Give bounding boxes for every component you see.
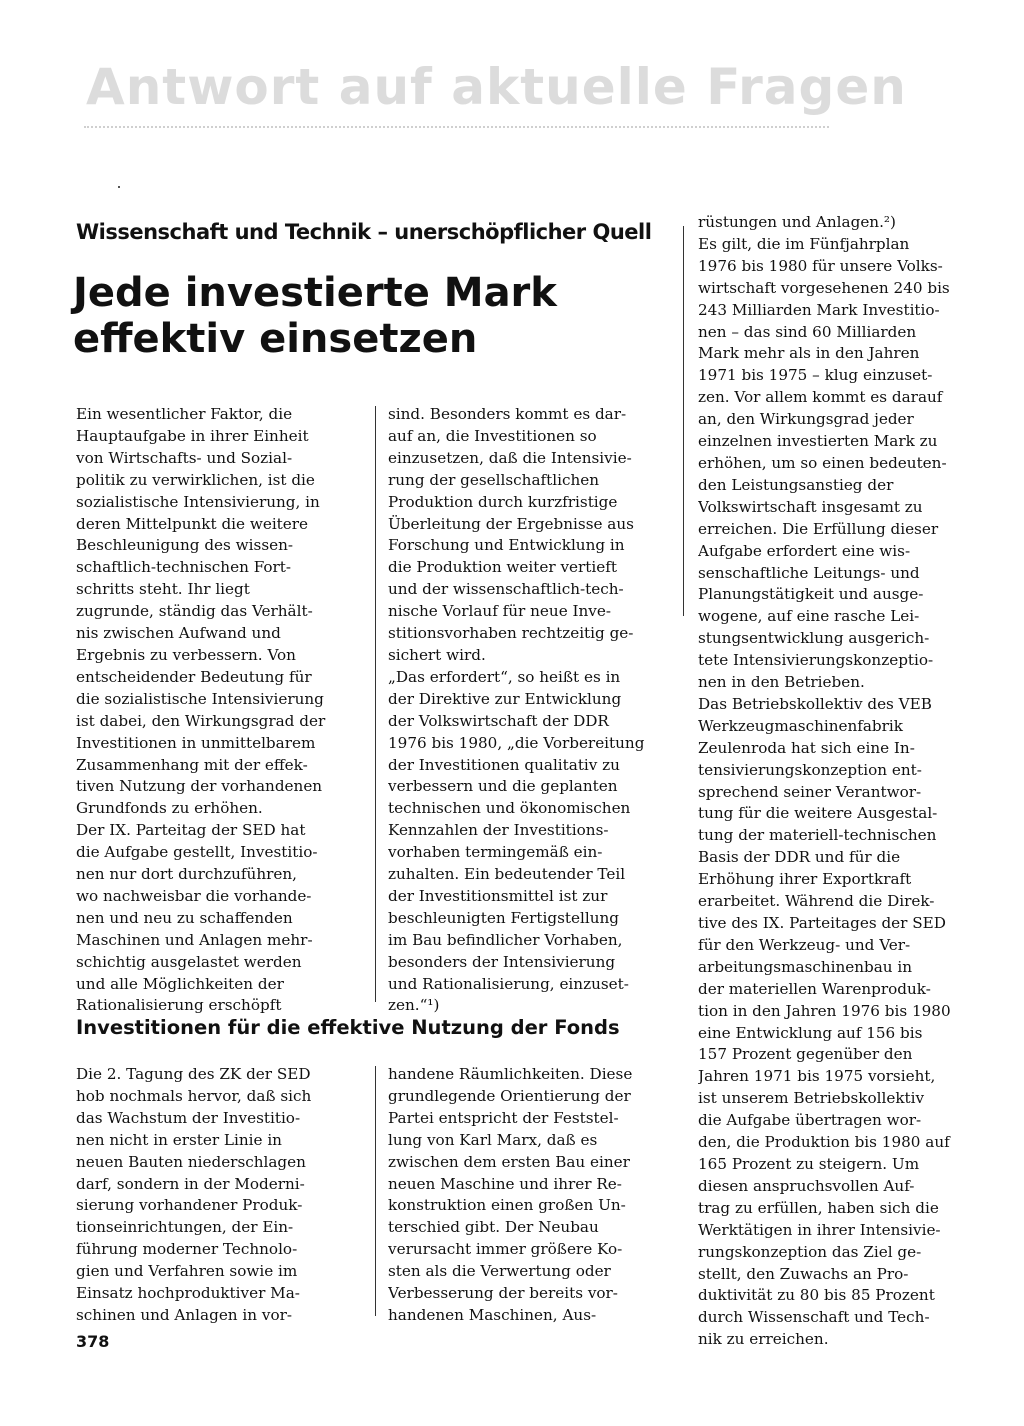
text-line: erhöhen, um so einen bedeuten- bbox=[698, 453, 947, 472]
text-line: vorhaben termingemäß ein- bbox=[388, 843, 603, 862]
column-rule-lower bbox=[375, 1066, 376, 1316]
text-line: einzelnen investierten Mark zu bbox=[698, 432, 938, 451]
text-line: sten als die Verwertung oder bbox=[388, 1262, 611, 1281]
text-line: schichtig ausgelastet werden bbox=[76, 952, 302, 971]
column-2 bbox=[388, 404, 673, 1017]
text-line: Kennzahlen der Investitions- bbox=[388, 821, 609, 840]
text-line: terschied gibt. Der Neubau bbox=[388, 1218, 599, 1237]
text-line: Erhöhung ihrer Exportkraft bbox=[698, 870, 912, 889]
text-line: zugrunde, ständig das Verhält- bbox=[76, 602, 313, 621]
text-line: Beschleunigung des wissen- bbox=[76, 536, 294, 555]
text-line: Hauptaufgabe in ihrer Einheit bbox=[76, 426, 309, 445]
column-rule-right bbox=[683, 226, 684, 616]
text-line: Grundfonds zu erhöhen. bbox=[76, 799, 263, 818]
text-line: technischen und ökonomischen bbox=[388, 799, 631, 818]
text-line: Die 2. Tagung des ZK der SED bbox=[76, 1065, 311, 1083]
text-line: tiven Nutzung der vorhandenen bbox=[76, 777, 323, 796]
text-line: handenen Maschinen, Aus- bbox=[388, 1305, 597, 1324]
text-line: führung moderner Technolo- bbox=[76, 1240, 298, 1259]
text-line: von Wirtschafts- und Sozial- bbox=[76, 448, 293, 467]
text-line: Das Betriebskollektiv des VEB bbox=[698, 694, 932, 713]
text-line: Werktätigen in ihrer Intensivie- bbox=[698, 1220, 941, 1239]
text-line: durch Wissenschaft und Tech- bbox=[698, 1308, 930, 1327]
text-line: wirtschaft vorgesehenen 240 bis bbox=[698, 278, 950, 297]
text-line: auf an, die Investitionen so bbox=[388, 426, 597, 445]
text-line: stungsentwicklung ausgerich- bbox=[698, 629, 930, 648]
text-line: wo nachweisbar die vorhande- bbox=[76, 886, 312, 905]
text-line: Ergebnis zu verbessern. Von bbox=[76, 645, 296, 664]
text-line: verbessern und die geplanten bbox=[388, 777, 618, 796]
text-line: Verbesserung der bereits vor- bbox=[388, 1284, 618, 1303]
section-kicker: Antwort auf aktuelle Fragen bbox=[86, 58, 907, 116]
text-line: nik zu erreichen. bbox=[698, 1330, 829, 1349]
text-line: schritts steht. Ihr liegt bbox=[76, 580, 250, 599]
text-line: konstruktion einen großen Un- bbox=[388, 1196, 626, 1215]
text-line: an, den Wirkungsgrad jeder bbox=[698, 410, 914, 429]
text-line: stitionsvorhaben rechtzeitig ge- bbox=[388, 624, 634, 643]
text-line: die Aufgabe übertragen wor- bbox=[698, 1111, 922, 1130]
text-line: das Wachstum der Investitio- bbox=[76, 1108, 301, 1127]
text-line: Investitionen in unmittelbarem bbox=[76, 733, 316, 752]
text-line: politik zu verwirklichen, ist die bbox=[76, 470, 315, 489]
text-line: erreichen. Die Erfüllung dieser bbox=[698, 519, 939, 538]
text-line: stellt, den Zuwachs an Pro- bbox=[698, 1264, 909, 1283]
text-line: sind. Besonders kommt es dar- bbox=[388, 405, 627, 423]
text-line: „Das erfordert“, so heißt es in bbox=[388, 667, 621, 686]
text-line: eine Entwicklung auf 156 bis bbox=[698, 1023, 923, 1042]
text-line: Forschung und Entwicklung in bbox=[388, 536, 625, 555]
page-number: 378 bbox=[76, 1332, 110, 1351]
text-line: grundlegende Orientierung der bbox=[388, 1086, 631, 1105]
text-line: im Bau befindlicher Vorhaben, bbox=[388, 930, 623, 949]
text-line: gien und Verfahren sowie im bbox=[76, 1262, 298, 1281]
column-1-lower bbox=[76, 1064, 361, 1327]
text-line: tung der materiell-technischen bbox=[698, 826, 937, 845]
text-line: nische Vorlauf für neue Inve- bbox=[388, 602, 611, 621]
column-3 bbox=[698, 212, 983, 1351]
text-line: hob nochmals hervor, daß sich bbox=[76, 1086, 312, 1105]
text-line: trag zu erfüllen, haben sich die bbox=[698, 1198, 939, 1217]
text-line: senschaftliche Leitungs- und bbox=[698, 563, 920, 582]
text-line: Basis der DDR und für die bbox=[698, 848, 901, 867]
text-line: Produktion durch kurzfristige bbox=[388, 492, 618, 511]
text-line: tionseinrichtungen, der Ein- bbox=[76, 1218, 294, 1237]
kicker-rule bbox=[84, 126, 829, 128]
text-line: entscheidender Bedeutung für bbox=[76, 667, 312, 686]
text-line: verursacht immer größere Ko- bbox=[388, 1240, 623, 1259]
text-line: wogene, auf eine rasche Lei- bbox=[698, 607, 920, 626]
column-rule bbox=[375, 406, 376, 1002]
text-line: 165 Prozent zu steigern. Um bbox=[698, 1154, 920, 1173]
text-line: 243 Milliarden Mark Investitio- bbox=[698, 300, 940, 319]
article-headline bbox=[73, 270, 557, 362]
text-line: Einsatz hochproduktiver Ma- bbox=[76, 1284, 300, 1303]
text-line: rung der gesellschaftlichen bbox=[388, 470, 600, 489]
text-line: den, die Produktion bis 1980 auf bbox=[698, 1133, 950, 1152]
text-line: und Rationalisierung, einzuset- bbox=[388, 974, 629, 993]
text-line: Der IX. Parteitag der SED hat bbox=[76, 821, 306, 840]
text-line: Volkswirtschaft insgesamt zu bbox=[698, 497, 923, 516]
text-line: Zeulenroda hat sich eine In- bbox=[698, 738, 915, 757]
text-line: der Volkswirtschaft der DDR bbox=[388, 711, 609, 730]
text-line: ist unserem Betriebskollektiv bbox=[698, 1089, 925, 1108]
text-line: zen.“¹) bbox=[388, 996, 440, 1015]
text-line: rungskonzeption das Ziel ge- bbox=[698, 1242, 922, 1261]
text-line: duktivität zu 80 bis 85 Prozent bbox=[698, 1286, 935, 1305]
text-line: Partei entspricht der Feststel- bbox=[388, 1108, 619, 1127]
text-line: neuen Maschine und ihrer Re- bbox=[388, 1174, 622, 1193]
text-line: rüstungen und Anlagen.²) bbox=[698, 213, 896, 231]
text-line: der materiellen Warenproduk- bbox=[698, 979, 931, 998]
text-line: die Produktion weiter vertieft bbox=[388, 558, 617, 577]
text-line: nen in den Betrieben. bbox=[698, 673, 865, 692]
text-line: erarbeitet. Während die Direk- bbox=[698, 892, 935, 911]
text-line: 1971 bis 1975 – klug einzuset- bbox=[698, 366, 933, 385]
text-line: die Aufgabe gestellt, Investitio- bbox=[76, 843, 318, 862]
text-line: Überleitung der Ergebnisse aus bbox=[388, 514, 634, 533]
text-line: nen nicht in erster Linie in bbox=[76, 1130, 282, 1149]
text-line: Rationalisierung erschöpft bbox=[76, 996, 282, 1015]
text-line: Ein wesentlicher Faktor, die bbox=[76, 405, 293, 423]
text-line: sierung vorhandener Produk- bbox=[76, 1196, 303, 1215]
text-line: tion in den Jahren 1976 bis 1980 bbox=[698, 1001, 951, 1020]
text-line: schinen und Anlagen in vor- bbox=[76, 1305, 292, 1324]
text-line: nen und neu zu schaffenden bbox=[76, 908, 293, 927]
headline-line: Jede investierte Mark bbox=[73, 270, 557, 316]
text-line: 157 Prozent gegenüber den bbox=[698, 1045, 913, 1064]
text-line: Es gilt, die im Fünfjahrplan bbox=[698, 234, 910, 253]
text-line: diesen anspruchsvollen Auf- bbox=[698, 1176, 915, 1195]
text-line: für den Werkzeug- und Ver- bbox=[698, 935, 911, 954]
text-line: neuen Bauten niederschlagen bbox=[76, 1152, 306, 1171]
text-line: 1976 bis 1980, „die Vorbereitung bbox=[388, 733, 645, 752]
text-line: der Direktive zur Entwicklung bbox=[388, 689, 622, 708]
text-line: zen. Vor allem kommt es darauf bbox=[698, 388, 943, 407]
text-line: Planungstätigkeit und ausge- bbox=[698, 585, 924, 604]
text-line: Mark mehr als in den Jahren bbox=[698, 344, 920, 363]
text-line: schaftlich-technischen Fort- bbox=[76, 558, 292, 577]
text-line: Jahren 1971 bis 1975 vorsieht, bbox=[698, 1067, 936, 1086]
text-line: einzusetzen, daß die Intensivie- bbox=[388, 448, 632, 467]
text-line: Maschinen und Anlagen mehr- bbox=[76, 930, 313, 949]
text-line: die sozialistische Intensivierung bbox=[76, 689, 324, 708]
text-line: Werkzeugmaschinenfabrik bbox=[698, 716, 903, 735]
text-line: tive des IX. Parteitages der SED bbox=[698, 914, 946, 932]
text-line: deren Mittelpunkt die weitere bbox=[76, 514, 309, 533]
text-line: tung für die weitere Ausgestal- bbox=[698, 804, 938, 823]
headline-line: effektiv einsetzen bbox=[73, 316, 478, 362]
text-line: arbeitungsmaschinenbau in bbox=[698, 957, 913, 976]
section-heading: Investitionen für die effektive Nutzung der Fonds bbox=[76, 1016, 620, 1039]
text-line: den Leistungsanstieg der bbox=[698, 475, 894, 494]
text-line: tensivierungskonzeption ent- bbox=[698, 760, 922, 779]
article-overline: Wissenschaft und Technik – unerschöpflicher Quell bbox=[76, 220, 652, 244]
text-line: Zusammenhang mit der effek- bbox=[76, 755, 308, 774]
text-line: zuhalten. Ein bedeutender Teil bbox=[388, 865, 626, 884]
text-line: darf, sondern in der Moderni- bbox=[76, 1174, 305, 1193]
text-line: nis zwischen Aufwand und bbox=[76, 624, 281, 643]
text-line: 1976 bis 1980 für unsere Volks- bbox=[698, 256, 943, 275]
text-line: tete Intensivierungskonzeptio- bbox=[698, 651, 934, 670]
text-line: der Investitionen qualitativ zu bbox=[388, 755, 620, 774]
text-line: besonders der Intensivierung bbox=[388, 952, 616, 971]
text-line: handene Räumlichkeiten. Diese bbox=[388, 1065, 633, 1083]
text-line: nen nur dort durchzuführen, bbox=[76, 865, 297, 884]
column-2-lower bbox=[388, 1064, 673, 1327]
text-line: und alle Möglichkeiten der bbox=[76, 974, 284, 993]
text-line: zwischen dem ersten Bau einer bbox=[388, 1152, 630, 1171]
text-line: sprechend seiner Verantwor- bbox=[698, 782, 922, 801]
text-line: und der wissenschaftlich-tech- bbox=[388, 580, 624, 599]
text-line: lung von Karl Marx, daß es bbox=[388, 1130, 598, 1149]
text-line: der Investitionsmittel ist zur bbox=[388, 886, 608, 905]
column-1 bbox=[76, 404, 361, 1017]
text-line: sozialistische Intensivierung, in bbox=[76, 492, 320, 511]
text-line: sichert wird. bbox=[388, 645, 486, 664]
text-line: ist dabei, den Wirkungsgrad der bbox=[76, 711, 326, 730]
text-line: beschleunigten Fertigstellung bbox=[388, 908, 620, 927]
speck bbox=[118, 186, 120, 188]
text-line: nen – das sind 60 Milliarden bbox=[698, 322, 917, 341]
text-line: Aufgabe erfordert eine wis- bbox=[698, 541, 911, 560]
